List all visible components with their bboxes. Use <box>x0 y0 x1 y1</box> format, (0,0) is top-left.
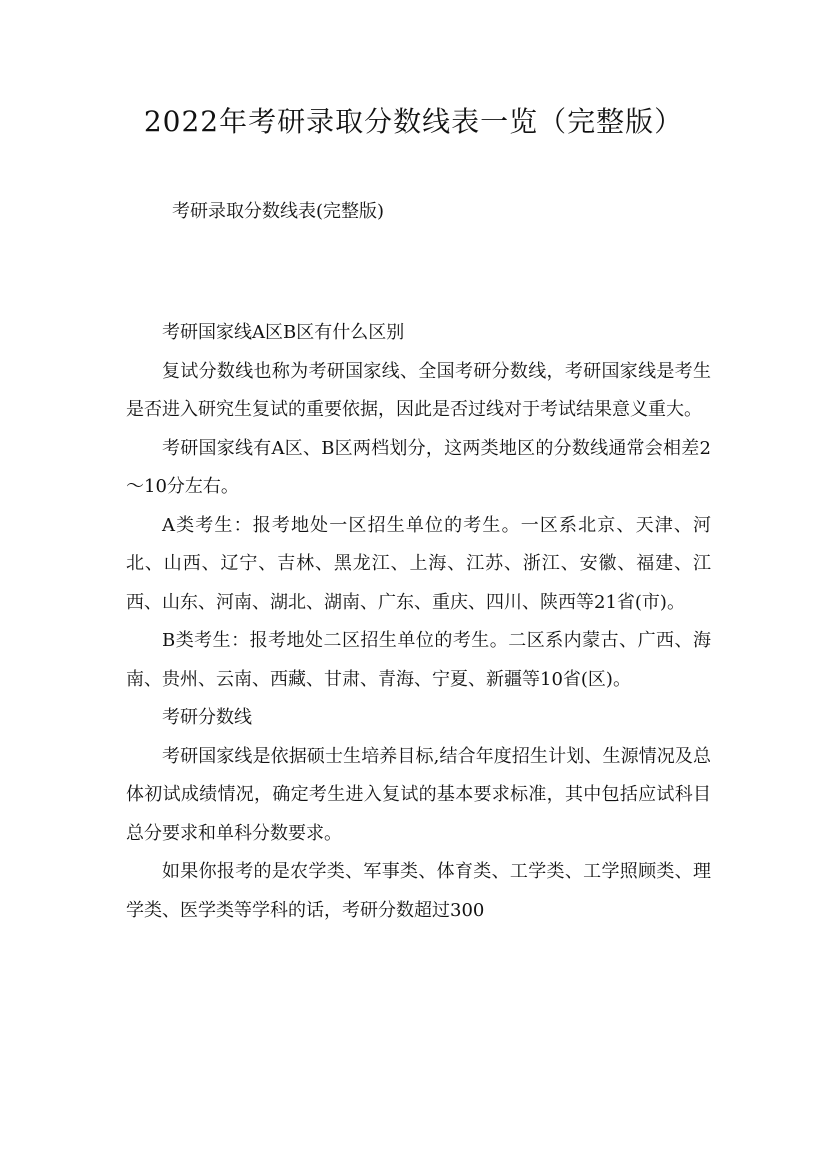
paragraph-heading-a-b-zone: 考研国家线A区B区有什么区别 <box>162 322 405 343</box>
paragraph-a-class: A类考生：报考地处一区招生单位的考生。一区系北京、天津、河北、山西、辽宁、吉林、黑龙江、上海、江苏、浙江、安徽、福建、江西、山东、河南、湖北、湖南、广东、重庆、四川、陕西等21省(市)。 <box>126 514 711 613</box>
document-subtitle: 考研录取分数线表(完整版) <box>172 201 385 222</box>
paragraph-b-class: B类考生：报考地处二区招生单位的考生。二区系内蒙古、广西、海南、贵州、云南、西藏、甘肃、青海、宁夏、新疆等10省(区)。 <box>126 630 711 690</box>
document-body <box>126 314 711 930</box>
paragraph-national-line: 考研国家线是依据硕士生培养目标,结合年度招生计划、生源情况及总体初试成绩情况，确定考生进入复试的基本要求标准，其中包括应试科目总分要求和单科分数要求。 <box>126 745 711 844</box>
paragraph-zone-difference: 考研国家线有A区、B区两档划分，这两类地区的分数线通常会相差2～10分左右。 <box>126 437 711 497</box>
paragraph-heading-score-line: 考研分数线 <box>162 707 252 728</box>
document-title: 2022年考研录取分数线表一览（完整版） <box>143 105 684 138</box>
paragraph-retest-line: 复试分数线也称为考研国家线、全国考研分数线，考研国家线是考生是否进入研究生复试的重要依据，因此是否过线对于考试结果意义重大。 <box>126 360 711 420</box>
paragraph-disciplines: 如果你报考的是农学类、军事类、体育类、工学类、工学照顾类、理学类、医学类等学科的话，考研分数超过300 <box>126 861 711 921</box>
